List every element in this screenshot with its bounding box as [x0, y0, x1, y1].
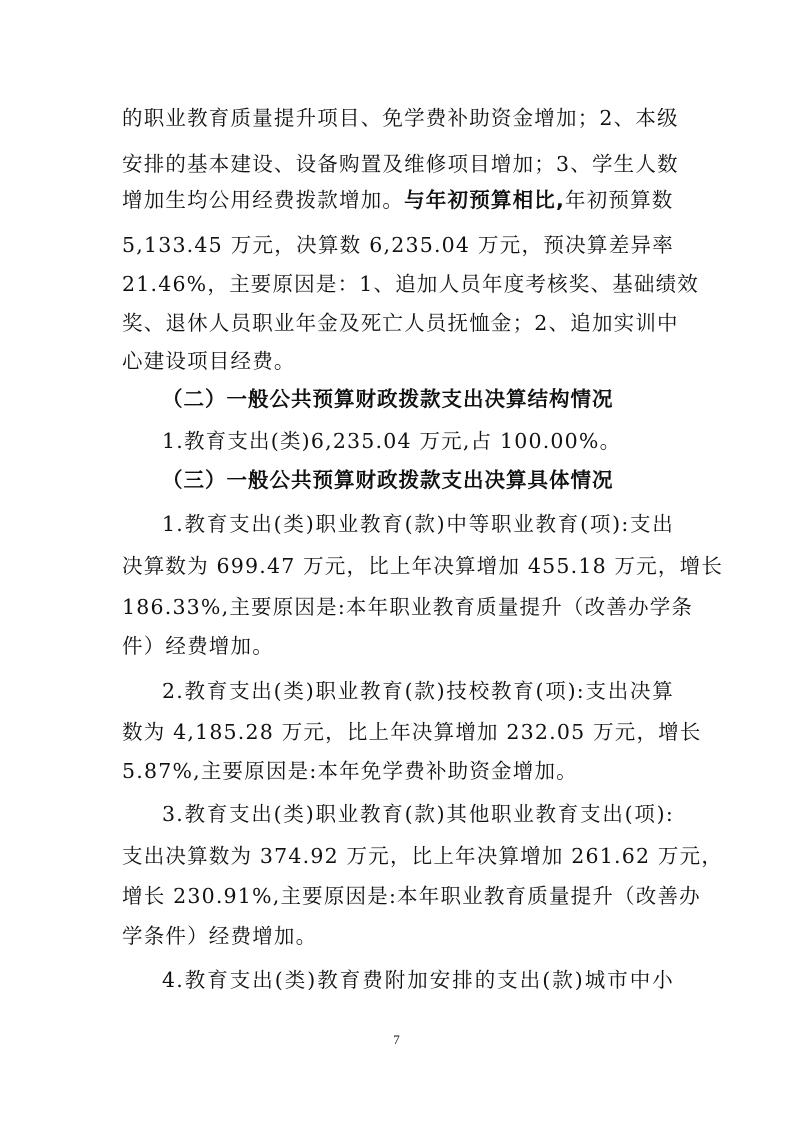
text-line: 2.教育支出(类)职业教育(款)技校教育(项):支出决算 [162, 679, 674, 703]
text-line: 奖、退休人员职业年金及死亡人员抚恤金；2、追加实训中 [122, 311, 679, 335]
text-line: 4.教育支出(类)教育费附加安排的支出(款)城市中小 [162, 968, 674, 992]
text-line: 心建设项目经费。 [122, 349, 296, 373]
text-line: 1.教育支出(类)职业教育(款)中等职业教育(项):支出 [162, 512, 674, 536]
text-line: 安排的基本建设、设备购置及维修项目增加；3、学生人数 [122, 152, 679, 176]
section-heading: （二）一般公共预算财政拨款支出决算结构情况 [162, 387, 614, 411]
text-line [122, 186, 674, 214]
text-line: 学条件）经费增加。 [122, 924, 318, 948]
text-line: 3.教育支出(类)职业教育(款)其他职业教育支出(项): [162, 802, 674, 826]
text-line: 数为 4,185.28 万元，比上年决算增加 232.05 万元，增长 [122, 720, 702, 744]
text-span: 增加生均公用经费拨款增加。 [122, 188, 405, 212]
page-number: 7 [393, 1032, 400, 1047]
text-line: 5,133.45 万元，决算数 6,235.04 万元，预决算差异率 [122, 233, 674, 257]
text-span: 年初预算数 [565, 188, 674, 212]
text-line: 的职业教育质量提升项目、免学费补助资金增加；2、本级 [122, 106, 679, 130]
text-line: 21.46%，主要原因是：1、追加人员年度考核奖、基础绩效 [122, 272, 700, 296]
text-line: 186.33%,主要原因是:本年职业教育质量提升（改善办学条 [122, 595, 694, 619]
text-line: 支出决算数为 374.92 万元，比上年决算增加 261.62 万元， [122, 844, 724, 868]
text-line: 决算数为 699.47 万元，比上年决算增加 455.18 万元，增长 [122, 554, 724, 578]
text-line: 增长 230.91%,主要原因是:本年职业教育质量提升（改善办 [122, 884, 701, 908]
text-line: 1.教育支出(类)6,235.04 万元,占 100.00%。 [162, 429, 622, 453]
section-heading: （三）一般公共预算财政拨款支出决算具体情况 [162, 468, 614, 492]
bold-text-span: 与年初预算相比, [404, 188, 565, 212]
text-line: 5.87%,主要原因是:本年免学费补助资金增加。 [122, 759, 578, 783]
text-line: 件）经费增加。 [122, 634, 274, 658]
